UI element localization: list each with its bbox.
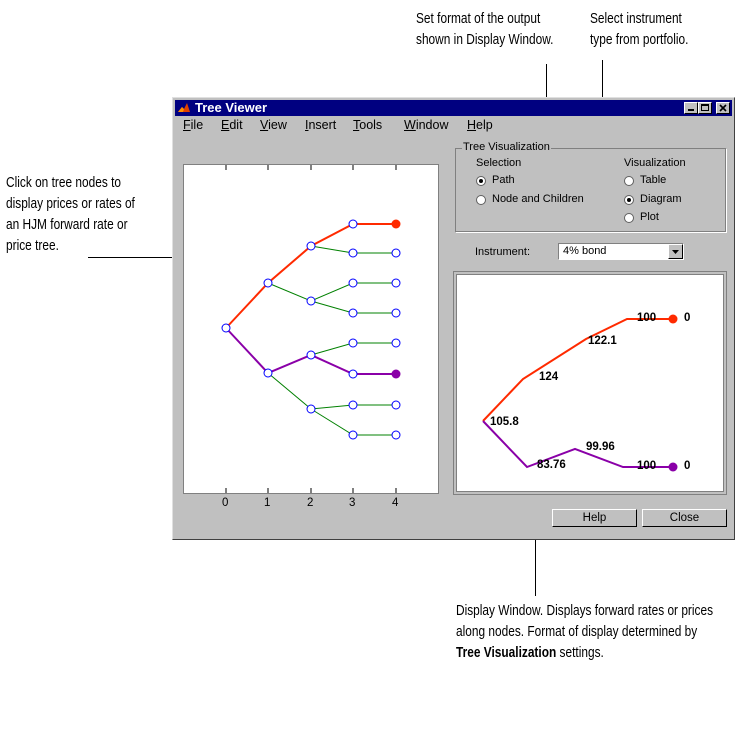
tree-plot-svg[interactable] (184, 165, 438, 493)
callout-line: shown in Display Window. (416, 32, 554, 48)
tree-node[interactable] (307, 242, 315, 250)
radio-plot[interactable] (624, 213, 634, 223)
selection-label: Selection (476, 157, 522, 169)
callout-bold: Tree Visualization (456, 645, 557, 661)
tree-node[interactable] (222, 324, 230, 332)
tree-node[interactable] (349, 339, 357, 347)
node-value-label: 0 (684, 312, 691, 324)
display-end-node-down (669, 463, 678, 472)
menu-mnemonic: V (260, 118, 269, 132)
tree-visualization-group (455, 141, 726, 232)
menu-rest: nsert (308, 118, 337, 132)
chevron-down-icon (669, 245, 682, 258)
node-value-label: 99.96 (586, 441, 615, 453)
tree-node[interactable] (349, 279, 357, 287)
menu-rest: dit (229, 118, 243, 132)
group-title: Tree Visualization (463, 141, 550, 153)
selected-end-node-up[interactable] (392, 220, 401, 229)
close-button[interactable]: Close (642, 509, 727, 527)
maximize-icon (699, 103, 711, 113)
display-diagram-svg (457, 275, 723, 491)
close-window-button[interactable] (716, 102, 730, 114)
callout-display-window (456, 601, 713, 664)
tree-node[interactable] (264, 369, 272, 377)
menu-edit[interactable] (221, 118, 243, 132)
minimize-icon (685, 103, 697, 113)
callout-line: an HJM forward rate or (6, 217, 128, 233)
x-tick-label: 3 (349, 497, 356, 509)
node-value-label: 100 (637, 460, 657, 472)
menu-file[interactable] (183, 118, 203, 132)
menu-rest: iew (268, 118, 287, 132)
node-value-label: 124 (539, 371, 559, 383)
help-button[interactable]: Help (552, 509, 637, 527)
menu-mnemonic: T (353, 118, 360, 132)
dropdown-button[interactable] (668, 244, 683, 259)
menu-rest: indow (415, 118, 449, 132)
callout-click-nodes (6, 173, 135, 257)
tree-node[interactable] (392, 249, 400, 257)
instrument-label: Instrument: (475, 246, 531, 258)
tree-branches (268, 246, 396, 435)
node-value-label: 100 (637, 312, 657, 324)
radio-path[interactable] (476, 176, 486, 186)
tree-node[interactable] (307, 405, 315, 413)
tree-node[interactable] (349, 309, 357, 317)
callout-select-instrument (590, 9, 688, 51)
tree-node[interactable] (392, 339, 400, 347)
menu-window[interactable] (404, 118, 448, 132)
radio-label[interactable]: Diagram (640, 193, 682, 205)
callout-tail: settings. (556, 645, 604, 661)
menu-rest: ile (190, 118, 204, 132)
callout-line: display prices or rates of (6, 196, 135, 212)
callout-line: Select instrument (590, 11, 682, 27)
callout-line: price tree. (6, 238, 59, 254)
x-tick-label: 2 (307, 497, 314, 509)
menu-mnemonic: I (305, 118, 309, 132)
x-tick-label: 1 (264, 497, 271, 509)
tree-node[interactable] (349, 401, 357, 409)
tree-node[interactable] (349, 249, 357, 257)
selected-end-node-down[interactable] (392, 370, 401, 379)
display-window[interactable] (456, 274, 724, 492)
tree-node[interactable] (349, 370, 357, 378)
tree-node[interactable] (392, 431, 400, 439)
window-title: Tree Viewer (195, 100, 268, 115)
menu-mnemonic: H (467, 118, 477, 132)
radio-table[interactable] (624, 176, 634, 186)
title-bar[interactable] (175, 100, 732, 116)
radio-label[interactable]: Path (492, 174, 515, 186)
tree-node[interactable] (392, 279, 400, 287)
tree-plot-axes[interactable] (183, 164, 439, 494)
radio-label[interactable]: Node and Children (492, 193, 584, 205)
menu-bar (175, 117, 732, 135)
node-value-label: 122.1 (588, 335, 617, 347)
tree-node[interactable] (264, 279, 272, 287)
menu-view[interactable] (260, 118, 287, 132)
close-icon (717, 103, 729, 113)
node-value-label: 83.76 (537, 459, 566, 471)
menu-rest: elp (476, 118, 493, 132)
tree-node[interactable] (307, 351, 315, 359)
menu-mnemonic: F (183, 118, 191, 132)
radio-node-and-children[interactable] (476, 195, 486, 205)
callout-line: Display Window. Displays forward rates or prices (456, 603, 714, 619)
matlab-logo-icon (177, 101, 191, 115)
tree-node[interactable] (392, 401, 400, 409)
tree-node[interactable] (349, 220, 357, 228)
x-tick-label: 0 (222, 497, 229, 509)
display-end-node-up (669, 315, 678, 324)
tree-node[interactable] (392, 309, 400, 317)
instrument-value: 4% bond (563, 245, 607, 257)
radio-label[interactable]: Table (640, 174, 667, 186)
minimize-button[interactable] (684, 102, 698, 114)
callout-line: Click on tree nodes to (6, 175, 122, 191)
tree-viewer-window (172, 97, 735, 540)
menu-help[interactable] (467, 118, 493, 132)
node-value-label: 105.8 (490, 416, 519, 428)
maximize-button[interactable] (698, 102, 712, 114)
radio-label[interactable]: Plot (640, 211, 659, 223)
instrument-select[interactable] (558, 243, 684, 260)
menu-tools[interactable] (353, 118, 382, 132)
tree-node[interactable] (349, 431, 357, 439)
selected-path-up (226, 224, 396, 328)
display-path-up (483, 319, 673, 421)
menu-mnemonic: E (221, 118, 230, 132)
visualization-label: Visualization (624, 157, 686, 169)
menu-mnemonic: W (404, 118, 416, 132)
x-tick-label: 4 (392, 497, 399, 509)
menu-rest: ools (359, 118, 383, 132)
node-value-label: 0 (684, 460, 691, 472)
radio-diagram[interactable] (624, 195, 634, 205)
tree-node[interactable] (307, 297, 315, 305)
callout-line: Set format of the output (416, 11, 541, 27)
callout-line (456, 643, 713, 664)
menu-insert[interactable] (305, 118, 336, 132)
callout-format-output (416, 9, 553, 51)
callout-line: type from portfolio. (590, 32, 689, 48)
callout-line: along nodes. Format of display determined by (456, 624, 698, 640)
